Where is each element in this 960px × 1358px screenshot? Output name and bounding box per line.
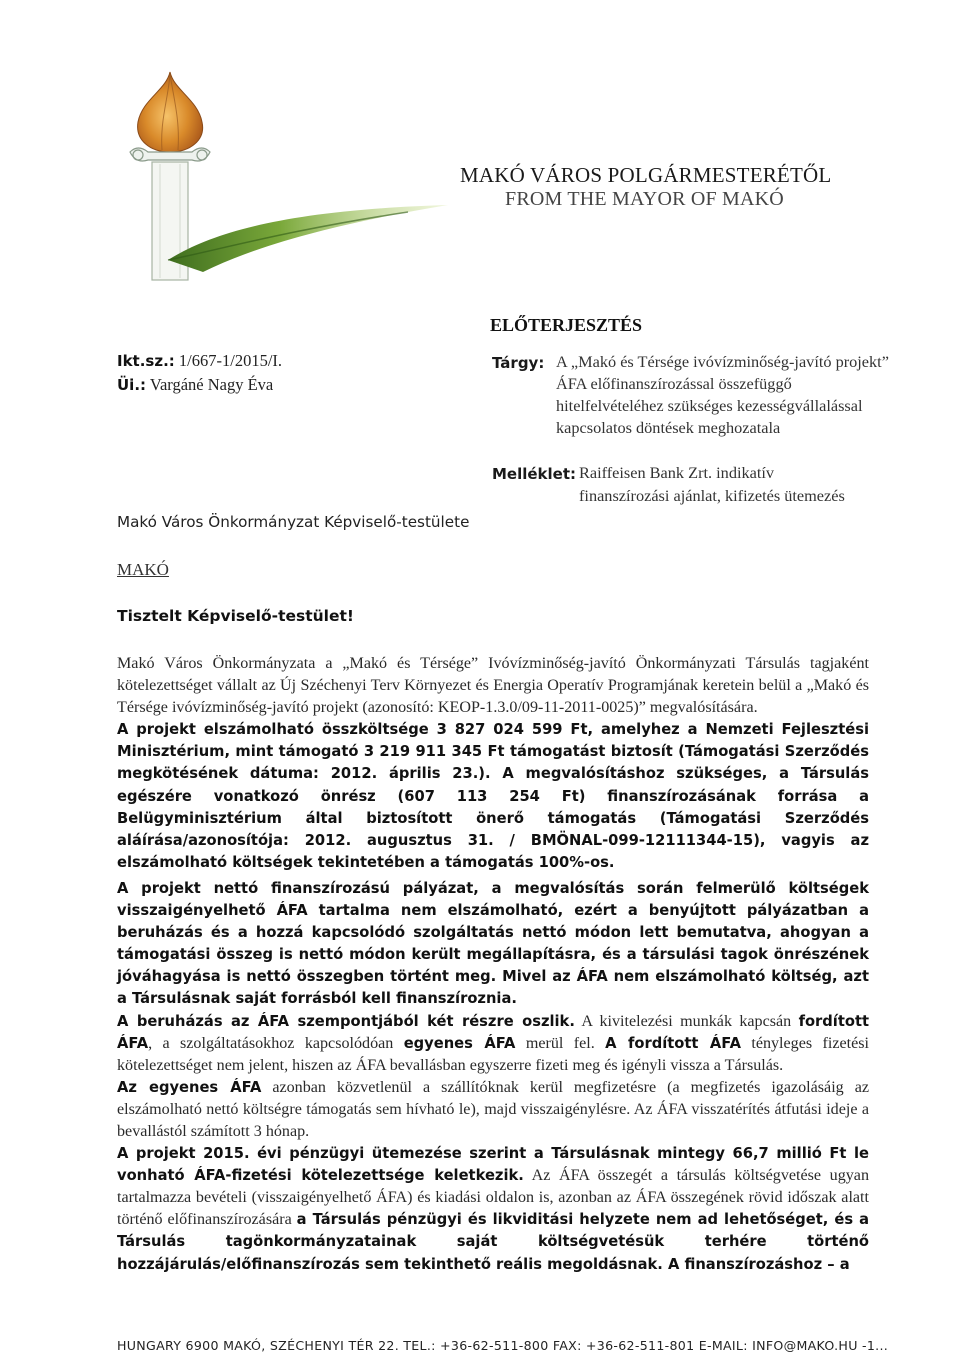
vat-split-bold: A beruházás az ÁFA szempontjából két részre oszlik. bbox=[117, 1012, 575, 1030]
case-officer-value: Vargáné Nagy Éva bbox=[146, 375, 274, 394]
addressee-body: Makó Város Önkormányzat Képviselő-testülete bbox=[117, 513, 470, 531]
paragraph-project-cost: A projekt elszámolható összköltsége 3 827 024 599 Ft, amelyhez a Nemzeti Fejlesztési Minisztérium, mint támogató 3 219 911 345 Ft támogatást biztosít (Támogatási Szerződés megkötésének dátuma: 2012. április 23.). A megvalósításhoz szükséges, a Társulás egészére vonatkozó önrész (607 113 254 Ft) finanszírozásának forrása a Belügyminisztérium által biztosított önerő támogatás (Támogatási Szerződés aláírása/azonosítója: 2012. augusztus 31. / BMÖNAL-099-12111344-15), vagyis az elszámolható költségek tekintetében a támogatás 100%-os. bbox=[117, 721, 869, 871]
document-type-heading: ELŐTERJESZTÉS bbox=[490, 315, 643, 335]
schedule-bold: A projekt 2015. évi pénzügyi ütemezése szerint a Társulásnak mintegy 66,7 millió Ft le vonható ÁFA-fizetési kötelezettsége keletkezik. bbox=[117, 1145, 869, 1185]
letterhead-title: MAKÓ VÁROS POLGÁRMESTERÉTŐL bbox=[460, 163, 832, 187]
onion-column-logo-icon bbox=[108, 60, 448, 290]
document-body bbox=[117, 653, 869, 1276]
letterhead-subtitle: FROM THE MAYOR OF MAKÓ bbox=[505, 188, 784, 210]
city-logo bbox=[108, 60, 448, 290]
vat-split-text-2: , a szolgáltatásokhoz kapcsolódóan bbox=[148, 1034, 404, 1052]
paragraph-direct-vat bbox=[117, 1077, 869, 1143]
vat-split-text-1: A kivitelezési munkák kapcsán bbox=[574, 1012, 799, 1030]
addressee-city: MAKÓ bbox=[117, 560, 169, 579]
direct-vat-bold: Az egyenes ÁFA bbox=[117, 1078, 262, 1096]
paragraph-net-financing: A projekt nettó finanszírozású pályázat, a megvalósítás során felmerülő költségek visszaigényelhető ÁFA tartalma nem elszámolható, ezért a benyújtott pályázatban a beruházás és a hozzá kapcsolódó szolgáltatás nettó módon lett bemutatva, ahogyan a támogatási összeg is nettó módon került megállapításra, és a társulási tagok önrészének jóváhagyása is nettó összegben történt meg. Mivel az ÁFA nem elszámolható költség, azt a Társulásnak saját forrásból kell finanszíroznia. bbox=[117, 879, 869, 1008]
paragraph-intro: Makó Város Önkormányzata a „Makó és Térsége” Ivóvízminőség-javító Önkormányzati Társulás tagjaként kötelezettséget vállalt az Új Széchenyi Terv Környezet és Energia Operatív Programjának keretein belül a „Makó és Térsége ivóvízminőség-javító projekt (azonosító: KEOP-1.3.0/09-11-2011-0025)” megvalósítására. bbox=[117, 655, 869, 717]
vat-split-text-4: tényleges fizetési kötelezettséget nem jelent, hiszen az ÁFA bevallásban egyszerre fizeti meg és igényli vissza a Társulás. bbox=[117, 1034, 869, 1074]
file-number-label: Ikt.sz.: bbox=[117, 352, 175, 370]
direct-vat-text: azonban közvetlenül a szállítóknak kerül megfizetésre (a megfizetés igazolásáig az elszámolható nettó költségre támogatás sem hívható le), majd visszaigénylésre. Az ÁFA visszatérítés átfutási ideje a bevallástól számított 3 hónap. bbox=[117, 1078, 869, 1140]
vat-reverse-bold-2: A fordított ÁFA bbox=[605, 1034, 741, 1052]
attachment-text-line2: finanszírozási ajánlat, kifizetés ütemezés bbox=[579, 486, 845, 505]
vat-direct-bold: egyenes ÁFA bbox=[403, 1034, 516, 1052]
file-number bbox=[117, 351, 282, 371]
subject-label: Tárgy: bbox=[492, 354, 545, 372]
paragraph-schedule bbox=[117, 1143, 869, 1276]
salutation: Tisztelt Képviselő-testület! bbox=[117, 607, 354, 625]
case-officer bbox=[117, 375, 273, 395]
case-officer-label: Üi.: bbox=[117, 376, 147, 394]
vat-reverse-bold: fordított ÁFA bbox=[117, 1012, 869, 1052]
attachment-text-line1: Raiffeisen Bank Zrt. indikatív bbox=[579, 463, 775, 482]
attachment-label: Melléklet: bbox=[492, 465, 577, 483]
paragraph-vat-split bbox=[117, 1011, 869, 1077]
vat-split-text-3: merül fel. bbox=[515, 1034, 606, 1052]
subject-text: A „Makó és Térsége ivóvízminőség-javító projekt” ÁFA előfinanszírozással összefüggő hitelfelvételéhez szükséges kezességvállalással kapcsolatos döntések meghozatala bbox=[556, 352, 889, 437]
file-number-value: 1/667-1/2015/I. bbox=[174, 351, 283, 370]
page-footer: HUNGARY 6900 MAKÓ, SZÉCHENYI TÉR 22. TEL.: +36-62-511-800 FAX: +36-62-511-801 E-MAIL: INFO@MAKO.HU -1... bbox=[117, 1338, 889, 1353]
schedule-text: Az ÁFA összegét a társulás költségvetése ugyan tartalmazza bevételi (visszaigényelhető ÁFA) és kiadási oldalon is, azonban az ÁFA összegének rövid időszak alatt történő előfinanszírozására bbox=[117, 1167, 869, 1229]
schedule-bold-2: a Társulás pénzügyi és likviditási helyzete nem ad lehetőséget, és a Társulás tagönkormányzatainak saját költségvetésük terhére történő hozzájárulás/előfinanszírozás sem tekinthető reális megoldásnak. A finanszírozáshoz – a bbox=[117, 1211, 869, 1273]
